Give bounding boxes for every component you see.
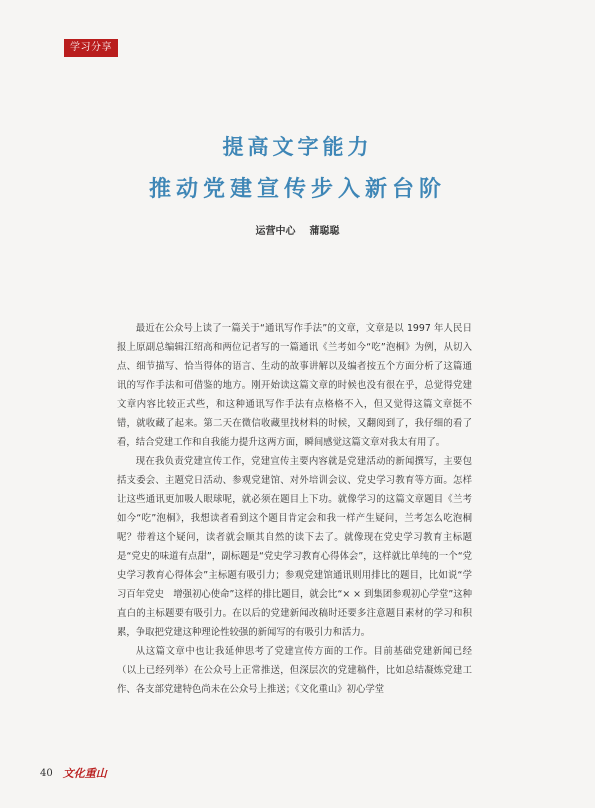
page-number: 40 [40, 767, 53, 779]
article-title-line2: 推动党建宣传步入新台阶 [148, 176, 446, 202]
section-tag: 学习分享 [64, 39, 118, 57]
author-name: 蒲聪聪 [309, 226, 340, 237]
article-title-line1: 提高文字能力 [222, 134, 373, 159]
paragraph: 最近在公众号上读了一篇关于“通讯写作手法”的文章，文章是以 1997 年人民日报上原副总编辑江绍高和两位记者写的一篇通讯《兰考如今“吃”泡桐》为例，从切入点、细节描写、恰当得体的语言、生动的故事讲解以及编者按五个方面分析了这篇通讯的写作手法和可借鉴的地方。刚开始读这篇文章的时候也没有很在乎，总觉得党建文章内容比较正式些，和这种通讯写作手法有点格格不入，但又觉得这篇文章挺不错，就收藏了起来。第二天在微信收藏里找材料的时候，又翻阅到了，我仔细的看了看，结合党建工作和自我能力提升这两方面，瞬间感觉这篇文章对我太有用了。 [117, 323, 472, 448]
publication-logo: 文化重山 [62, 767, 107, 780]
article-body [117, 319, 472, 699]
author-dept: 运营中心 [255, 226, 296, 237]
page-footer [40, 765, 107, 781]
paragraph: 现在我负责党建宣传工作，党建宣传主要内容就是党建活动的新闻撰写，主要包括支委会、主题党日活动、参观党建馆、对外培训会议、党史学习教育等方面。怎样让这些通讯更加吸人眼球呢，就必须在题目上下功。就像学习的这篇文章题目《兰考如今“吃”泡桐》，我想读者看到这个题目肯定会和我一样产生疑问，兰考怎么吃泡桐呢？带着这个疑问，读者就会顺其自然的读下去了。就像现在党史学习教育主标题是“党史的味道有点甜”，副标题是“党史学习教育心得体会”，这样就比单纯的一个“党史学习教育心得体会”主标题有吸引力；参观党建馆通讯则用排比的题目，比如说“学习百年党史 增强初心使命”这样的排比题目，就会比“× × 到集团参观初心学堂”这种直白的主标题要有吸引力。在以后的党建新闻改稿时还要多注意题目素材的学习和积累，争取把党建这种理论性较强的新闻写的有吸引力和活力。 [117, 456, 472, 638]
author-byline [0, 222, 595, 237]
paragraph: 从这篇文章中也让我延伸思考了党建宣传方面的工作。目前基础党建新闻已经（以上已经列举）在公众号上正常推送，但深层次的党建稿件，比如总结凝炼党建工作、各支部党建特色尚未在公众号上推送；《文化重山》初心学堂 [117, 646, 472, 695]
